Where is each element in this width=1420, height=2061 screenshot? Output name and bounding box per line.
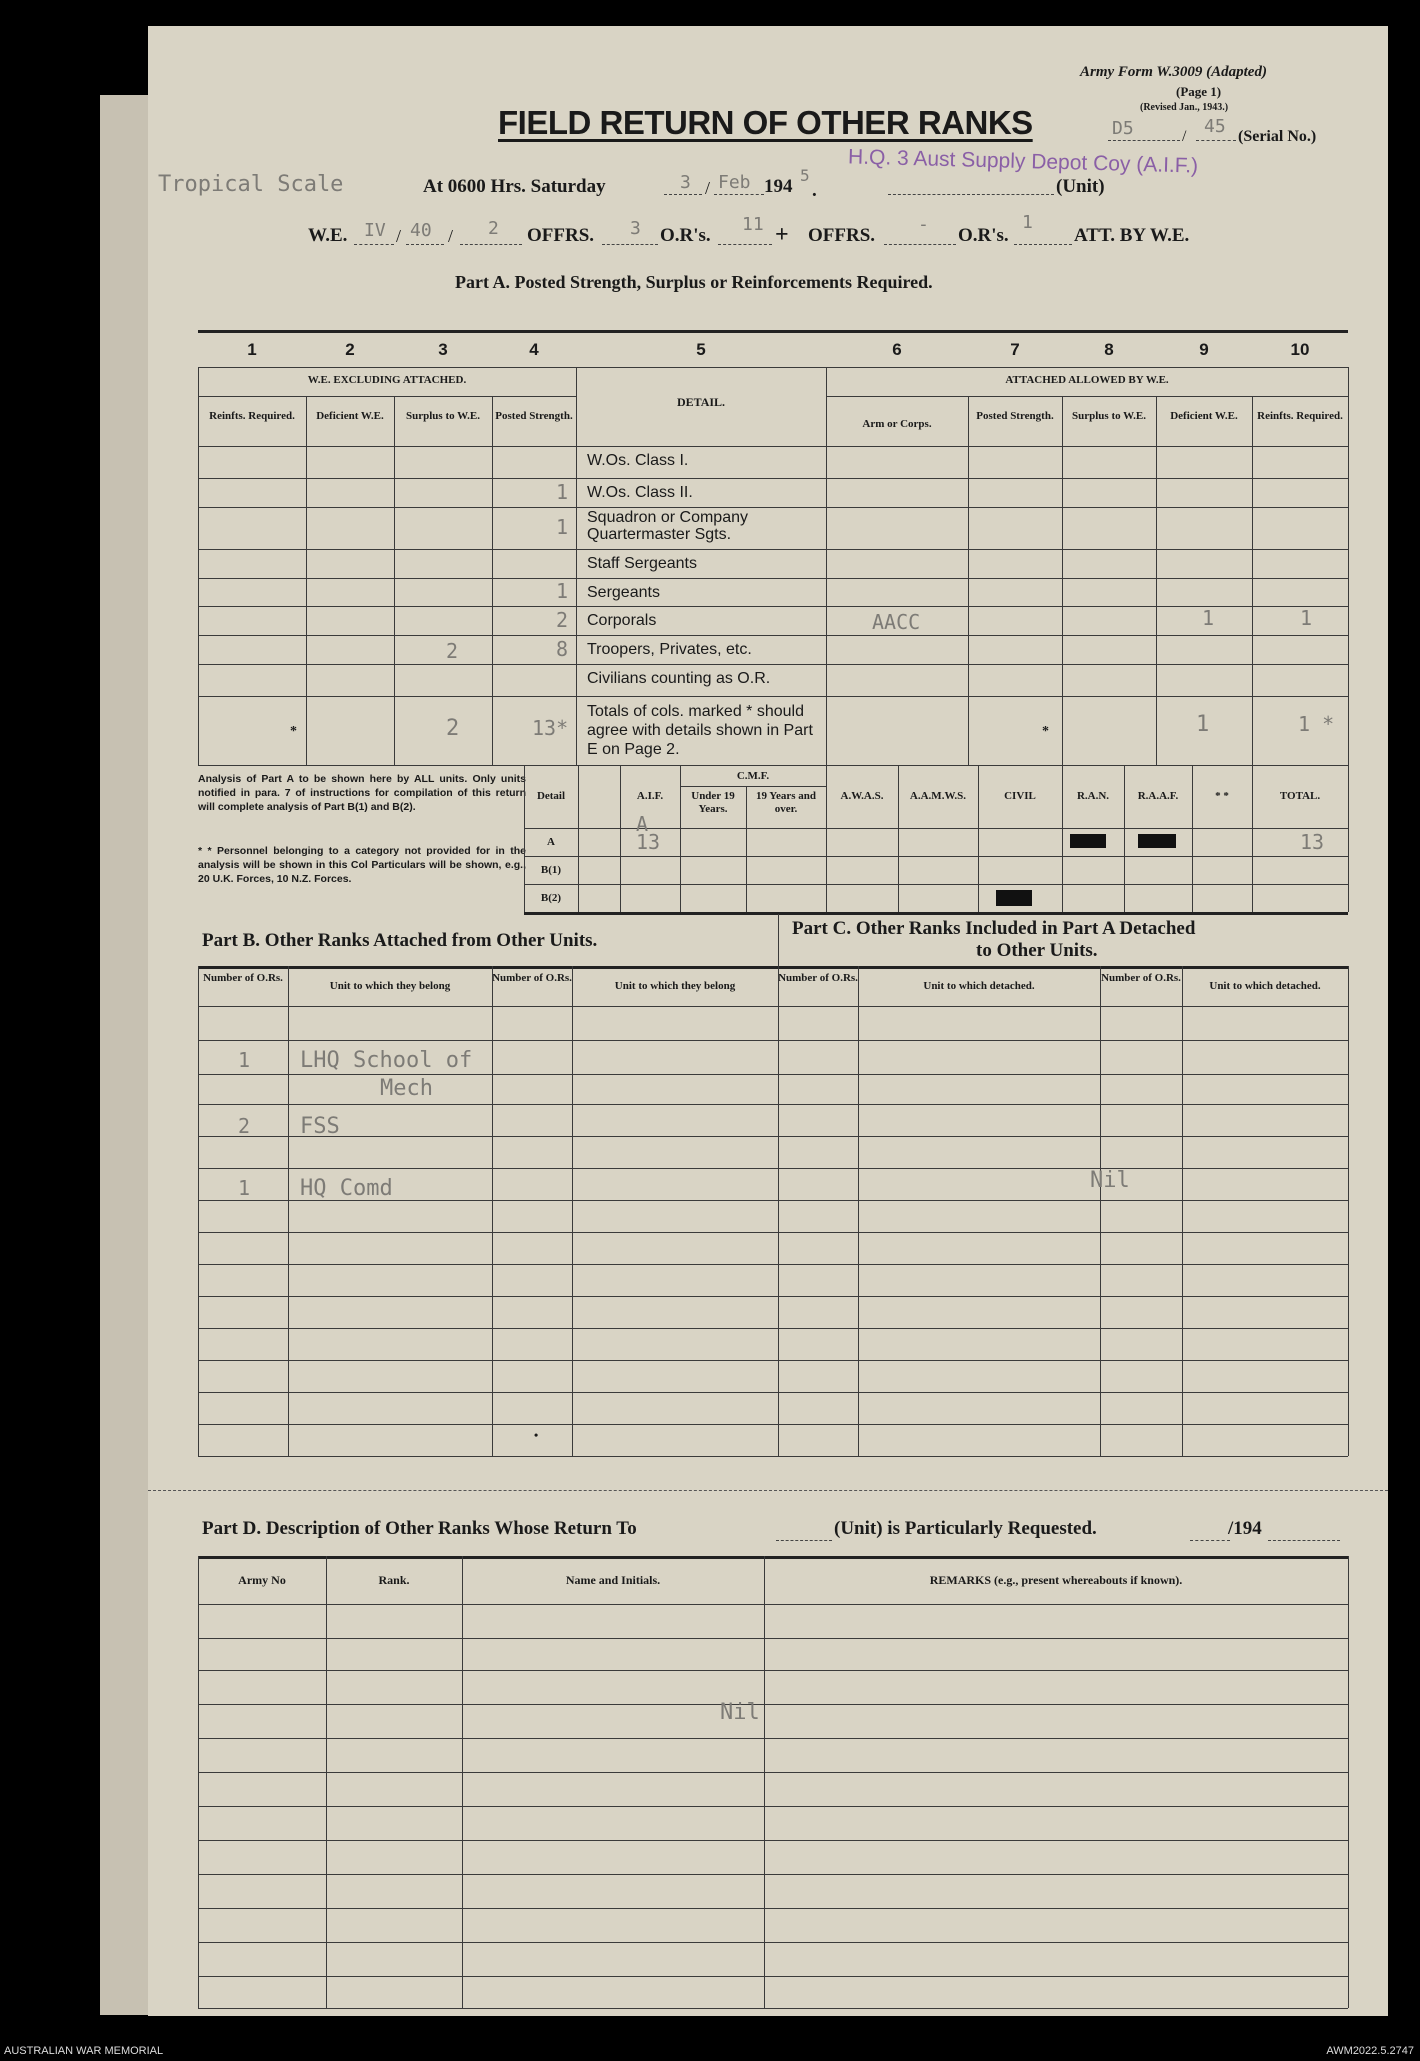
right-column-header: Surplus to W.E. bbox=[1072, 410, 1146, 422]
analysis-row-label: A bbox=[547, 836, 555, 848]
rule-line bbox=[198, 1556, 1348, 1559]
army-form-label: Army Form W.3009 (Adapted) bbox=[1080, 64, 1267, 80]
rule-line bbox=[198, 1264, 1348, 1265]
part-b-count: 2 bbox=[238, 1114, 251, 1138]
detail-row-label: Staff Sergeants bbox=[587, 555, 697, 572]
rule-line bbox=[1100, 966, 1101, 1456]
unit-stamp: H.Q. 3 Aust Supply Depot Coy (A.I.F.) bbox=[847, 145, 1199, 178]
rule-line bbox=[826, 367, 827, 765]
rule-line bbox=[198, 1328, 1348, 1329]
right-column-header: Arm or Corps. bbox=[862, 418, 932, 430]
year-digit: 5 bbox=[800, 166, 810, 185]
form-title: FIELD RETURN OF OTHER RANKS bbox=[498, 104, 1033, 141]
blank-line bbox=[1268, 1540, 1340, 1541]
column-number: 2 bbox=[345, 340, 355, 359]
rule-line bbox=[198, 664, 1348, 665]
rule-line bbox=[576, 367, 577, 765]
analysis-note: Analysis of Part A to be shown here by ALL units. Only units notified in para. 7 of instructions for compilation of this return will complete analysis of Part B(1) and B(2). bbox=[198, 773, 526, 813]
footer-right: AWM2022.5.2747 bbox=[1326, 2045, 1414, 2057]
rule-line bbox=[1182, 966, 1183, 1456]
ors2-value: 1 bbox=[1022, 212, 1033, 233]
rule-line bbox=[198, 1840, 1348, 1841]
we-label: W.E. bbox=[308, 225, 348, 246]
footer-left: AUSTRALIAN WAR MEMORIAL bbox=[4, 2045, 164, 2057]
rule-line bbox=[198, 330, 1348, 333]
rule-line bbox=[198, 635, 1348, 636]
rule-line bbox=[198, 1670, 1348, 1671]
rule-line bbox=[764, 1556, 765, 2008]
detail-row-label: W.Os. Class II. bbox=[587, 484, 693, 501]
rule-line bbox=[462, 1556, 463, 2008]
rule-line bbox=[524, 912, 1348, 915]
detail-row-label: Corporals bbox=[587, 612, 657, 629]
rule-line bbox=[1192, 765, 1193, 912]
part-a-title: Part A. Posted Strength, Surplus or Reinforcements Required. bbox=[455, 272, 933, 292]
serial-b: 45 bbox=[1204, 116, 1226, 137]
stray-mark: • bbox=[534, 1428, 539, 1442]
rule-line bbox=[1252, 396, 1253, 765]
posted-strength-value: 1 bbox=[556, 515, 569, 539]
rule-line bbox=[198, 1360, 1348, 1361]
column-number: 4 bbox=[529, 340, 539, 359]
rule-line bbox=[198, 549, 1348, 550]
analysis-detail-header: Detail bbox=[536, 790, 566, 802]
part-b-unit: FSS bbox=[300, 1114, 340, 1139]
rule-line bbox=[198, 765, 1348, 766]
part-d-title-mid: (Unit) is Particularly Requested. bbox=[834, 1518, 1097, 1539]
att-label: ATT. BY W.E. bbox=[1074, 225, 1190, 246]
part-c-title-2: to Other Units. bbox=[976, 940, 1098, 961]
attached-allowed-header: ATTACHED ALLOWED BY W.E. bbox=[1005, 374, 1169, 386]
ors-value: 11 bbox=[742, 214, 764, 235]
right-column-header: Reinfts. Required. bbox=[1257, 410, 1343, 422]
under-19-header: Under 19 Years. bbox=[691, 790, 735, 815]
totals-deficient: 1 bbox=[1196, 712, 1210, 737]
rule-line bbox=[198, 446, 1348, 447]
revised-label: (Revised Jan., 1943.) bbox=[1140, 102, 1229, 113]
tropical-scale: Tropical Scale bbox=[158, 172, 344, 197]
rule-line bbox=[198, 1806, 1348, 1807]
part-bc-column-header: Unit to which detached. bbox=[1209, 980, 1321, 992]
left-column-header: Reinfts. Required. bbox=[209, 410, 295, 422]
part-d-title-end: /194 bbox=[1228, 1518, 1262, 1539]
we-a: IV bbox=[364, 220, 386, 241]
detail-header: DETAIL. bbox=[676, 395, 726, 409]
column-number: 9 bbox=[1199, 340, 1209, 359]
ran-header: R.A.N. bbox=[1076, 790, 1110, 802]
column-number: 8 bbox=[1104, 340, 1114, 359]
rule-line bbox=[1062, 396, 1063, 765]
part-bc-column-header: Number of O.Rs. bbox=[778, 972, 858, 984]
rule-line bbox=[198, 696, 1348, 697]
arm-corps-value: AACC bbox=[872, 609, 921, 634]
part-b-title: Part B. Other Ranks Attached from Other Units. bbox=[202, 930, 598, 951]
rule-line bbox=[1252, 765, 1253, 912]
tear-line bbox=[148, 1490, 1388, 1491]
rule-line bbox=[198, 1556, 199, 2008]
totals-surplus: 2 bbox=[446, 716, 460, 741]
rule-line bbox=[778, 966, 779, 1456]
part-b-count: 1 bbox=[238, 1048, 251, 1072]
column-number: 6 bbox=[892, 340, 902, 359]
left-column-header: Deficient W.E. bbox=[316, 410, 384, 422]
part-bc-column-header: Number of O.Rs. bbox=[492, 972, 572, 984]
detail-row-label: Troopers, Privates, etc. bbox=[587, 641, 752, 658]
rule-line bbox=[198, 367, 1348, 368]
analysis-note-2: * * Personnel belonging to a category not provided for in the analysis will be shown in this Col Particulars will be shown, e.g., 20 U.K. Forces, 10 N.Z. Forces. bbox=[198, 845, 526, 885]
ors-label: O.R's. bbox=[660, 225, 711, 246]
rule-line bbox=[198, 1738, 1348, 1739]
rule-line bbox=[198, 1976, 1348, 1977]
total-header: TOTAL. bbox=[1279, 790, 1321, 802]
left-column-header: Posted Strength. bbox=[495, 410, 573, 422]
rule-line bbox=[198, 1168, 1348, 1169]
rule-line bbox=[198, 1942, 1348, 1943]
rule-line bbox=[1348, 966, 1349, 1456]
redaction-block bbox=[996, 890, 1032, 906]
part-c-nil: Nil bbox=[1090, 1168, 1130, 1193]
rule-line bbox=[198, 396, 576, 397]
rule-line bbox=[978, 765, 979, 912]
part-b-unit-cont: Mech bbox=[380, 1076, 433, 1101]
we-c: 2 bbox=[488, 218, 499, 239]
rule-line bbox=[198, 1392, 1348, 1393]
right-column-header: Posted Strength. bbox=[976, 410, 1054, 422]
left-column-header: Surplus to W.E. bbox=[406, 410, 480, 422]
serial-a: D5 bbox=[1112, 118, 1134, 139]
part-d-column-header: Army No bbox=[238, 1573, 286, 1587]
we-b: 40 bbox=[410, 220, 432, 241]
rule-line bbox=[198, 966, 199, 1456]
part-bc-column-header: Unit to which they belong bbox=[614, 980, 736, 992]
column-number: 3 bbox=[438, 340, 448, 359]
totals-reinforcements: 1 * bbox=[1298, 712, 1335, 736]
rule-line bbox=[394, 396, 395, 765]
rule-line bbox=[198, 1456, 1348, 1457]
part-bc-column-header: Number of O.Rs. bbox=[203, 972, 283, 984]
offrs2-value: - bbox=[918, 214, 929, 235]
rule-line bbox=[198, 1006, 1348, 1007]
civil-header: CIVIL bbox=[1004, 790, 1036, 802]
rule-line bbox=[198, 1772, 1348, 1773]
rule-line bbox=[198, 478, 1348, 479]
rule-line bbox=[198, 1704, 1348, 1705]
part-bc-column-header: Unit to which they belong bbox=[329, 980, 451, 992]
rule-line bbox=[306, 396, 307, 765]
rule-line bbox=[326, 1556, 327, 2008]
at-hours-label: At 0600 Hrs. Saturday bbox=[423, 176, 606, 197]
rule-line bbox=[198, 1136, 1348, 1137]
plus-sign: + bbox=[775, 222, 789, 248]
rule-line bbox=[198, 966, 1348, 969]
rule-line bbox=[198, 1424, 1348, 1425]
detail-row-label: Sergeants bbox=[587, 584, 660, 601]
rule-line bbox=[578, 765, 579, 912]
date-day: 3 bbox=[680, 172, 691, 193]
rule-line bbox=[198, 1604, 1348, 1605]
total-a-value: 13 bbox=[1300, 830, 1325, 854]
column-number: 7 bbox=[1010, 340, 1020, 359]
rule-line bbox=[198, 367, 199, 765]
cmf-header: C.M.F. bbox=[736, 770, 770, 782]
part-c-title: Part C. Other Ranks Included in Part A Detached bbox=[792, 918, 1196, 939]
reinforcements-value: 1 bbox=[1300, 605, 1313, 630]
rule-line bbox=[198, 1232, 1348, 1233]
rule-line bbox=[198, 1104, 1348, 1105]
rule-line bbox=[288, 966, 289, 1456]
posted-strength-value: 1 bbox=[556, 479, 569, 504]
rule-line bbox=[198, 1040, 1348, 1041]
redaction-block bbox=[1070, 834, 1106, 848]
column-number: 10 bbox=[1290, 340, 1310, 359]
totals-label: Totals of cols. marked * should agree with details shown in Part E on Page 2. bbox=[587, 703, 813, 758]
detail-row-label: Civilians counting as O.R. bbox=[587, 670, 771, 687]
rule-line bbox=[1156, 396, 1157, 765]
rule-line bbox=[198, 2008, 1348, 2009]
rule-line bbox=[680, 765, 681, 912]
detail-row-label: Squadron or Company Quartermaster Sgts. bbox=[587, 509, 748, 543]
rule-line bbox=[492, 966, 493, 1456]
part-b-unit: HQ Comd bbox=[300, 1176, 393, 1201]
date-month: Feb bbox=[718, 172, 751, 193]
part-d-title: Part D. Description of Other Ranks Whose Return To bbox=[202, 1518, 637, 1539]
part-d-column-header: Rank. bbox=[378, 1573, 410, 1587]
column-number: 1 bbox=[247, 340, 257, 359]
posted-strength-value: 8 bbox=[556, 636, 569, 661]
rule-line bbox=[778, 914, 779, 968]
rule-line bbox=[572, 966, 573, 1456]
rule-line bbox=[198, 578, 1348, 579]
page-label: (Page 1) bbox=[1176, 84, 1222, 99]
rule-line bbox=[524, 856, 1348, 857]
analysis-row-label: B(2) bbox=[540, 892, 562, 904]
19-over-header: 19 Years and over. bbox=[755, 790, 817, 815]
redaction-block bbox=[1138, 834, 1176, 848]
rule-line bbox=[198, 1908, 1348, 1909]
part-d-nil: Nil bbox=[720, 1700, 760, 1725]
rule-line bbox=[198, 1874, 1348, 1875]
blank-line bbox=[776, 1540, 832, 1541]
totals-posted: 13* bbox=[532, 716, 569, 740]
offrs-label: OFFRS. bbox=[527, 225, 595, 246]
surplus-value: 2 bbox=[446, 638, 459, 663]
rule-line bbox=[198, 507, 1348, 508]
rule-line bbox=[1348, 367, 1349, 765]
awas-header: A.W.A.S. bbox=[840, 790, 884, 802]
rule-line bbox=[524, 884, 1348, 885]
rule-line bbox=[198, 1296, 1348, 1297]
right-column-header: Deficient W.E. bbox=[1170, 410, 1238, 422]
offrs-value: 3 bbox=[630, 218, 641, 239]
raaf-header: R.A.A.F. bbox=[1137, 790, 1179, 802]
rule-line bbox=[1062, 765, 1063, 912]
part-bc-column-header: Number of O.Rs. bbox=[1101, 972, 1181, 984]
column-number: 5 bbox=[696, 340, 706, 359]
rule-line bbox=[492, 396, 493, 765]
form-paper bbox=[148, 26, 1388, 2016]
part-d-column-header: REMARKS (e.g., present whereabouts if known). bbox=[929, 1573, 1183, 1587]
part-bc-column-header: Unit to which detached. bbox=[923, 980, 1035, 992]
rule-line bbox=[1348, 765, 1349, 912]
rule-line bbox=[826, 765, 827, 912]
unit-label: (Unit) bbox=[1056, 176, 1105, 197]
serial-label: (Serial No.) bbox=[1238, 128, 1317, 145]
rule-line bbox=[826, 396, 1348, 397]
rule-line bbox=[198, 1074, 1348, 1075]
rule-line bbox=[898, 765, 899, 912]
rule-line bbox=[620, 765, 621, 912]
aamws-header: A.A.M.W.S. bbox=[909, 790, 967, 802]
totals-col1-mark: * bbox=[290, 724, 297, 739]
rule-line bbox=[1348, 1556, 1349, 2008]
deficient-value: 1 bbox=[1202, 605, 1215, 630]
blank-line bbox=[1190, 1540, 1230, 1541]
year-label: 194 bbox=[764, 176, 793, 197]
rule-line bbox=[968, 396, 969, 765]
rule-line bbox=[858, 966, 859, 1456]
detail-row-label: W.Os. Class I. bbox=[587, 452, 689, 469]
part-b-count: 1 bbox=[238, 1176, 251, 1200]
part-b-unit: LHQ School of bbox=[300, 1048, 473, 1073]
aif-a-value: 13 bbox=[636, 830, 661, 854]
rule-line bbox=[1124, 765, 1125, 912]
posted-strength-value: 1 bbox=[556, 579, 569, 603]
ors2-label: O.R's. bbox=[958, 225, 1009, 246]
offrs2-label: OFFRS. bbox=[808, 225, 876, 246]
other-category-header: * * bbox=[1215, 790, 1229, 802]
totals-col7-mark: * bbox=[1042, 724, 1049, 739]
posted-strength-value: 2 bbox=[556, 607, 569, 632]
aif-a-letter: A bbox=[636, 812, 649, 836]
rule-line bbox=[680, 786, 826, 787]
rule-line bbox=[198, 1638, 1348, 1639]
aif-header: A.I.F. bbox=[636, 790, 664, 802]
we-excluding-header: W.E. EXCLUDING ATTACHED. bbox=[307, 374, 467, 386]
analysis-row-label: B(1) bbox=[540, 864, 562, 876]
part-d-column-header: Name and Initials. bbox=[565, 1573, 661, 1587]
rule-line bbox=[198, 606, 1348, 607]
